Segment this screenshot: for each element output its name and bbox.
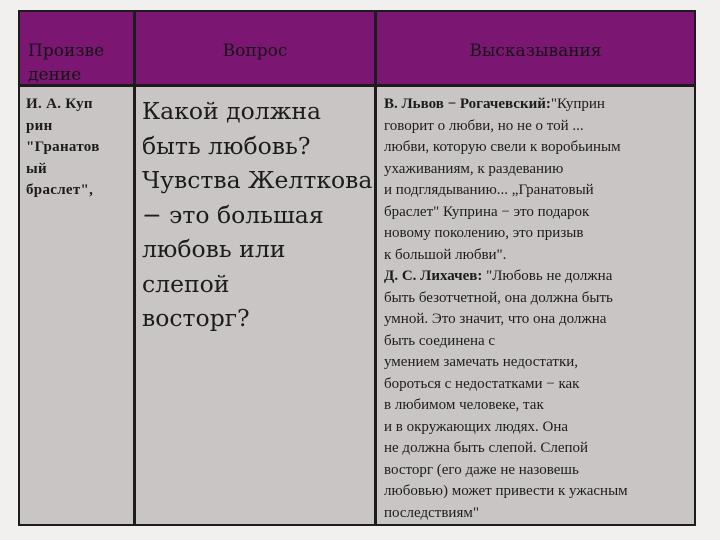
header-question-label: Вопрос: [222, 41, 288, 61]
header-statements-label: Высказывания: [469, 41, 602, 61]
header-question-cell: [136, 12, 374, 84]
quote-line: бороться с недостатками − как: [384, 375, 580, 392]
header-work-cell: [20, 12, 133, 84]
quote-line: Д. С. Лихачев: "Любовь не должна: [384, 268, 613, 284]
statements-cell: [377, 87, 694, 524]
quote-line: любовью) может привести к ужасным: [384, 483, 628, 499]
work-title: И. А. Куп рин "Гранатов ый браслет",: [26, 96, 100, 198]
statements-text: [384, 94, 690, 524]
quote-line: не должна быть слепой. Слепой: [384, 440, 589, 456]
quote-line: восторг (его даже не назовешь: [384, 461, 579, 478]
quote-line: последствиям": [384, 504, 479, 521]
question-text: Какой должна быть любовь? Чувства Желткова − это большая любовь или слепой восторг?: [142, 97, 373, 332]
quote-line: и в окружающих людях. Она: [384, 418, 569, 435]
quote-line: В. Львов − Рогачевский:"Куприн: [384, 96, 605, 112]
quote-line: говорит о любви, но не о той ...: [384, 117, 584, 134]
quote-author-likhachev: Д. С. Лихачев:: [384, 268, 483, 284]
quote-line: к большой любви".: [384, 246, 507, 263]
quote-line: в любимом человеке, так: [384, 397, 544, 413]
quote-line: новому поколению, это призыв: [384, 225, 584, 241]
quote-author-lvov: В. Львов − Рогачевский:: [384, 96, 551, 112]
question-cell: [136, 87, 374, 524]
quote-line: и подглядыванию... „Гранатовый: [384, 182, 594, 198]
header-work-label: Произве дение: [28, 41, 105, 84]
quote-line: умением замечать недостатки,: [384, 354, 579, 370]
quote-line: быть безотчетной, она должна быть: [384, 289, 613, 306]
header-statements-cell: [377, 12, 694, 84]
quote-line: умной. Это значит, что она должна: [384, 311, 607, 327]
quote-line: браслет" Куприна − это подарок: [384, 203, 590, 220]
work-cell: [20, 87, 133, 524]
quote-line: ухаживаниям, к раздеванию: [384, 160, 564, 177]
quote-line: любви, которую свели к воробьиным: [384, 139, 621, 155]
quote-line: быть соединена с: [384, 332, 496, 349]
